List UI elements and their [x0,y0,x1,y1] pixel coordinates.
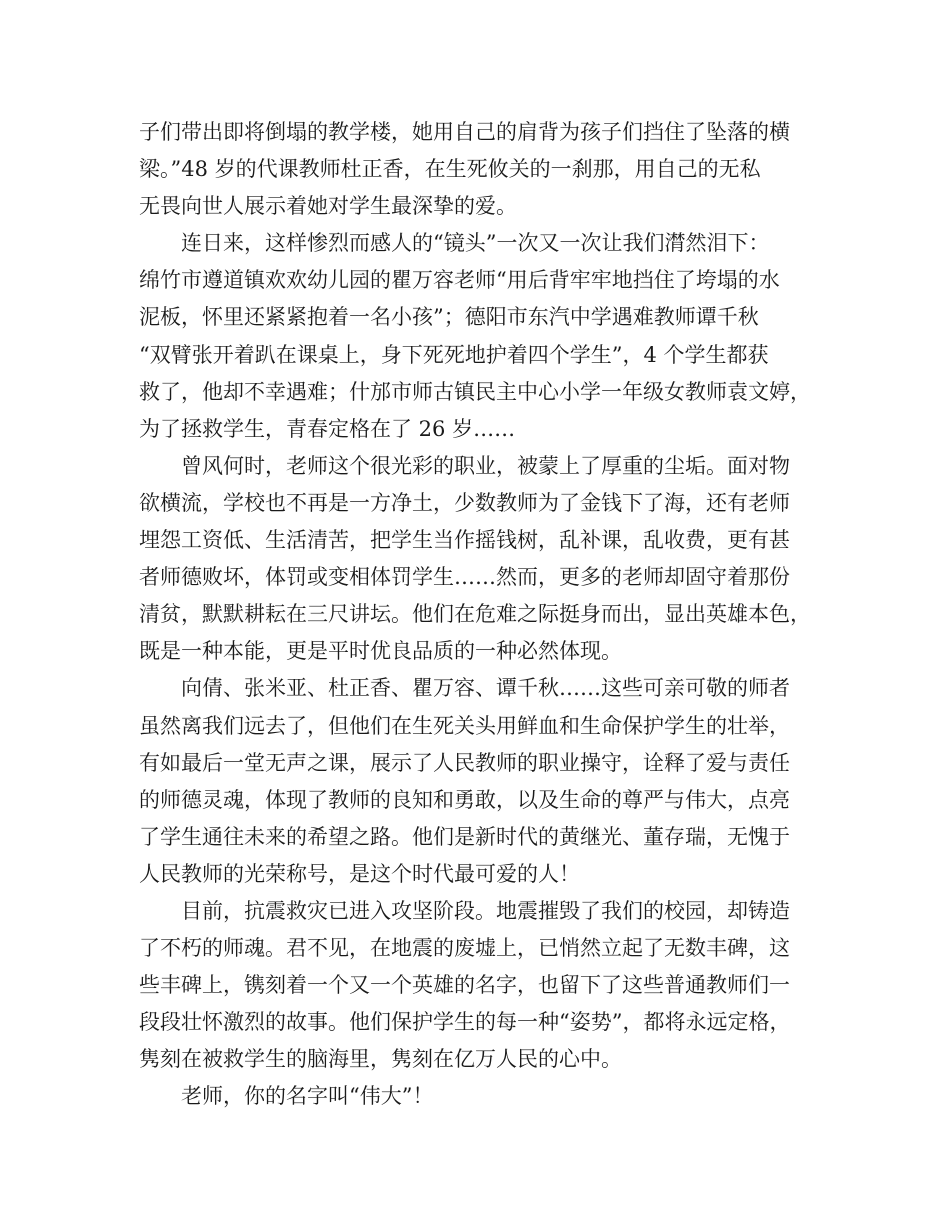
text-line: 埋怨工资低、生活清苦，把学生当作摇钱树，乱补课，乱收费，更有甚 [139,528,790,553]
paragraph-first-line: 向倩、张米亚、杜正香、瞿万容、谭千秋……这些可亲可敬的师者 [181,676,790,701]
paragraph-first-line: 曾风何时，老师这个很光彩的职业，被蒙上了厚重的尘垢。面对物 [181,453,790,478]
text-line: 绵竹市遵道镇欢欢幼儿园的瞿万容老师“用后背牢牢地挡住了垮塌的水 [139,268,780,293]
text-line: 的师德灵魂，体现了教师的良知和勇敢，以及生命的尊严与伟大，点亮 [139,787,790,812]
text-line: 虽然离我们远去了，但他们在生死关头用鲜血和生命保护学生的壮举， [139,713,790,738]
text-line: 梁。”48 岁的代课教师杜正香，在生死攸关的一刹那，用自己的无私 [139,157,761,182]
paragraph-first-line: 老师，你的名字叫“伟大”！ [181,1084,434,1109]
text-line: 既是一种本能，更是平时优良品质的一种必然体现。 [139,639,622,664]
text-line: 泥板，怀里还紧紧抱着一名小孩”；德阳市东汽中学遇难教师谭千秋 [139,305,759,330]
text-line: 欲横流，学校也不再是一方净土，少数教师为了金钱下了海，还有老师 [139,490,790,515]
text-line: 者师德败坏，体罚或变相体罚学生……然而，更多的老师却固守着那份 [139,565,790,590]
text-line: 段段壮怀激烈的故事。他们保护学生的每一种“姿势”，都将永远定格， [139,1010,791,1035]
text-line: 无畏向世人展示着她对学生最深挚的爱。 [139,194,517,219]
text-line: 隽刻在被救学生的脑海里，隽刻在亿万人民的心中。 [139,1047,622,1072]
paragraph-first-line: 连日来，这样惨烈而感人的“镜头”一次又一次让我们潸然泪下： [181,231,770,256]
text-line: 些丰碑上，镌刻着一个又一个英雄的名字，也留下了这些普通教师们一 [139,973,790,998]
text-line: 人民教师的光荣称号，是这个时代最可爱的人！ [139,861,580,886]
paragraph-first-line: 目前，抗震救灾已进入攻坚阶段。地震摧毁了我们的校园，却铸造 [181,898,790,923]
text-line: 了学生通往未来的希望之路。他们是新时代的黄继光、董存瑞，无愧于 [139,824,790,849]
body-text [139,114,829,1116]
text-line: “双臂张开着趴在课桌上，身下死死地护着四个学生”，4 个学生都获 [139,342,769,367]
text-line: 有如最后一堂无声之课，展示了人民教师的职业操守，诠释了爱与责任 [139,750,790,775]
text-line: 为了拯救学生，青春定格在了 26 岁…… [139,416,516,441]
text-line: 清贫，默默耕耘在三尺讲坛。他们在危难之际挺身而出，显出英雄本色， [139,602,811,627]
text-line: 子们带出即将倒塌的教学楼，她用自己的肩背为孩子们挡住了坠落的横 [139,120,790,144]
text-line: 了不朽的师魂。君不见，在地震的废墟上，已悄然立起了无数丰碑，这 [139,936,790,961]
text-line: 救了，他却不幸遇难；什邡市师古镇民主中心小学一年级女教师袁文婷， [139,379,811,404]
